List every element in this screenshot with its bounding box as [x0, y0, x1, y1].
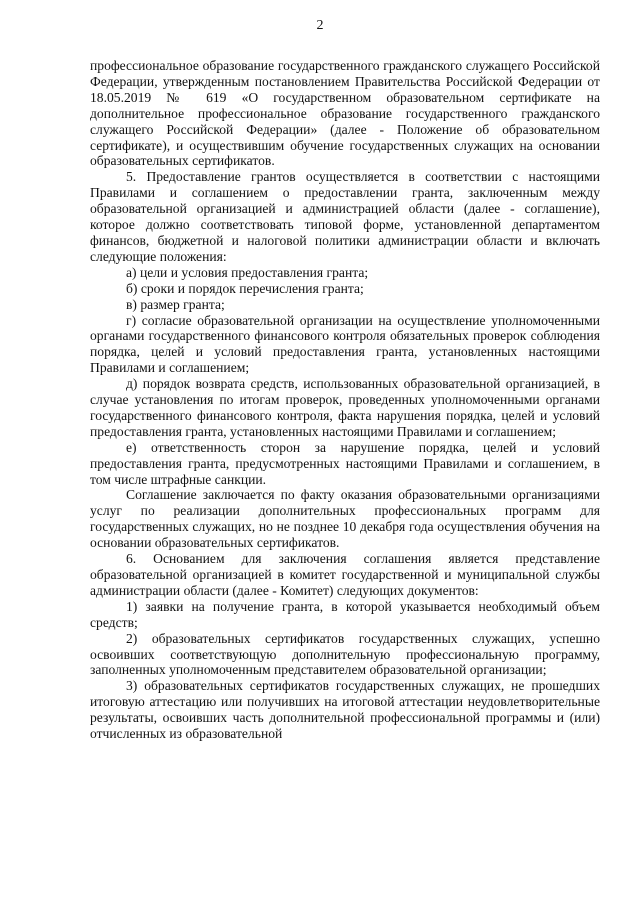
- paragraph-subitem-b: б) сроки и порядок перечисления гранта;: [126, 280, 364, 296]
- page-number: 2: [316, 18, 324, 33]
- paragraph-subitem-e: е) ответственность сторон за нарушение порядка, целей и условий предоставления гранта, предусмотренных настоящими Правилами и соглашением, в том числе штрафные санкции.: [90, 439, 600, 487]
- paragraph-subitem-d: д) порядок возврата средств, использованных образовательной организацией, в случае установления по итогам проверок, проведенных уполномоченными органами государственного финансового контроля, факта нарушения порядка, целей и условий предоставления гранта, установленных настоящими Правилами и соглашением;: [90, 376, 600, 439]
- paragraph-document-1: 1) заявки на получение гранта, в которой указывается необходимый объем средств;: [90, 598, 600, 630]
- document-body: [90, 58, 600, 742]
- paragraph-document-2: 2) образовательных сертификатов государственных служащих, успешно освоивших соответствующую дополнительную профессиональную программу, заполненных уполномоченным представителем образовательной организации;: [90, 630, 600, 678]
- paragraph-subitem-a: а) цели и условия предоставления гранта;: [126, 264, 369, 280]
- paragraph-subitem-g: г) согласие образовательной организации на осуществление уполномоченными органами государственного финансового контроля обязательных проверок соблюдения порядка, целей и условий предоставления гранта, установленных настоящими Правилами и соглашением;: [90, 312, 600, 376]
- paragraph-document-3: 3) образовательных сертификатов государственных служащих, не прошедших итоговую аттестацию или получивших на итоговой аттестации неудовлетворительные результаты, освоивших часть дополнительной профессиональной программы и (или) отчисленных из образовательной: [90, 678, 600, 742]
- paragraph-item-5: 5. Предоставление грантов осуществляется в соответствии с настоящими Правилами и соглашением о предоставлении гранта, заключенным между образовательной организацией и администрацией области (далее - соглашение), которое должно соответствовать типовой форме, установленной департаментом финансов, бюджетной и налоговой политики администрации области и включать следующие положения:: [90, 169, 600, 264]
- paragraph-item-6: 6. Основанием для заключения соглашения является представление образовательной организацией в комитет государственной и муниципальной службы администрации области (далее - Комитет) следующих документов:: [90, 551, 600, 598]
- paragraph-agreement-term: Соглашение заключается по факту оказания образовательными организациями услуг по реализации дополнительных профессиональных программ для государственных служащих, но не позднее 10 декабря года осуществления обучения на основании образовательных сертификатов.: [90, 487, 600, 551]
- paragraph-positions-continuation: профессиональное образование государственного гражданского служащего Российской Федерации, утвержденным постановлением Правительства Российской Федерации от 18.05.2019 № 619 «О государственном образовательном сертификате на дополнительное профессиональное образование государственного гражданского служащего Российской Федерации» (далее - Положение об образовательном сертификате), и осуществившим обучение государственных служащих на основании образовательных сертификатов.: [90, 58, 600, 169]
- paragraph-subitem-v: в) размер гранта;: [126, 296, 225, 312]
